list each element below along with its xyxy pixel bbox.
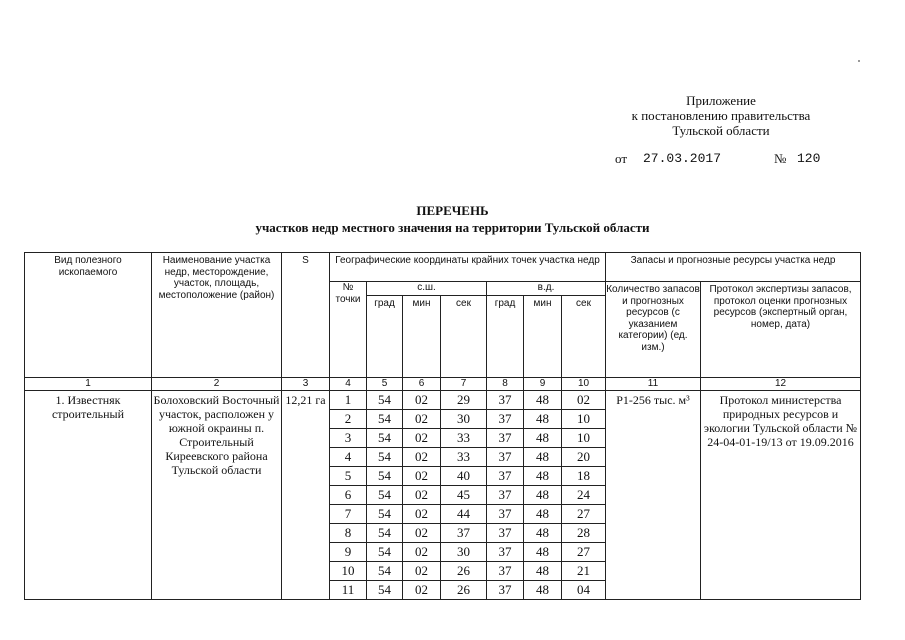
lat-min-cell: 02 — [403, 486, 441, 505]
column-number: 3 — [282, 378, 330, 391]
lon-min-cell: 48 — [524, 505, 562, 524]
number-label: № — [774, 151, 787, 166]
quantity-cell: Р1-256 тыс. м³ — [606, 391, 701, 600]
point-number-cell: 1 — [330, 391, 367, 410]
lat-deg-cell: 54 — [367, 505, 403, 524]
subsoil-sites-table — [24, 252, 861, 600]
lon-sec-cell: 21 — [562, 562, 606, 581]
lat-deg-cell: 54 — [367, 562, 403, 581]
lat-min-cell: 02 — [403, 448, 441, 467]
date-value: 27.03.2017 — [643, 151, 722, 166]
lon-min-cell: 48 — [524, 543, 562, 562]
column-number-row — [25, 378, 861, 391]
lon-min-cell: 48 — [524, 391, 562, 410]
lat-min-cell: 02 — [403, 543, 441, 562]
point-number-cell: 6 — [330, 486, 367, 505]
lon-min-cell: 48 — [524, 524, 562, 543]
lat-sec-cell: 45 — [441, 486, 487, 505]
point-number-cell: 7 — [330, 505, 367, 524]
header-longitude: в.д. — [487, 282, 606, 296]
header-resources: Запасы и прогнозные ресурсы участка недр — [606, 253, 861, 282]
column-number: 12 — [701, 378, 861, 391]
table-row — [25, 391, 861, 410]
lat-sec-cell: 44 — [441, 505, 487, 524]
document-title — [0, 202, 905, 236]
point-number-cell: 8 — [330, 524, 367, 543]
protocol-cell: Протокол министерства природных ресурсов и экологии Тульской области № 24-04-01-19/13 от 19.09.2016 — [701, 391, 861, 600]
lon-min-cell: 48 — [524, 486, 562, 505]
header-point-number: № точки — [330, 282, 367, 378]
lon-min-cell: 48 — [524, 410, 562, 429]
lon-sec-cell: 18 — [562, 467, 606, 486]
header-lon-min: мин — [524, 296, 562, 378]
lon-sec-cell: 10 — [562, 410, 606, 429]
appendix-line-3: Тульской области — [672, 123, 770, 138]
lon-min-cell: 48 — [524, 467, 562, 486]
lon-deg-cell: 37 — [487, 448, 524, 467]
lat-deg-cell: 54 — [367, 524, 403, 543]
lon-min-cell: 48 — [524, 562, 562, 581]
lon-sec-cell: 10 — [562, 429, 606, 448]
lat-sec-cell: 30 — [441, 410, 487, 429]
point-number-cell: 10 — [330, 562, 367, 581]
lat-sec-cell: 30 — [441, 543, 487, 562]
lat-deg-cell: 54 — [367, 410, 403, 429]
lon-sec-cell: 27 — [562, 505, 606, 524]
lat-min-cell: 02 — [403, 429, 441, 448]
column-number: 1 — [25, 378, 152, 391]
header-protocol: Протокол экспертизы запасов, протокол оценки прогнозных ресурсов (экспертный орган, номер, дата) — [701, 282, 861, 378]
lat-deg-cell: 54 — [367, 581, 403, 600]
column-number: 8 — [487, 378, 524, 391]
appendix-line-2: к постановлению правительства — [631, 108, 811, 123]
lon-deg-cell: 37 — [487, 391, 524, 410]
lat-sec-cell: 33 — [441, 429, 487, 448]
lat-min-cell: 02 — [403, 524, 441, 543]
lon-sec-cell: 04 — [562, 581, 606, 600]
header-lat-min: мин — [403, 296, 441, 378]
lat-min-cell: 02 — [403, 391, 441, 410]
point-number-cell: 5 — [330, 467, 367, 486]
lon-deg-cell: 37 — [487, 467, 524, 486]
header-site: Наименование участка недр, месторождение, участок, площадь, местоположение (район) — [152, 253, 282, 378]
lat-deg-cell: 54 — [367, 543, 403, 562]
lon-sec-cell: 27 — [562, 543, 606, 562]
date-label: от — [615, 151, 628, 166]
lon-sec-cell: 02 — [562, 391, 606, 410]
point-number-cell: 3 — [330, 429, 367, 448]
header-mineral: Вид полезного ископаемого — [25, 253, 152, 378]
point-number-cell: 2 — [330, 410, 367, 429]
lat-sec-cell: 33 — [441, 448, 487, 467]
site-cell: Болоховский Восточный участок, расположен у южной окраины п. Строительный Киреевского района Тульской области — [152, 391, 282, 600]
lon-deg-cell: 37 — [487, 543, 524, 562]
appendix-line-1: Приложение — [686, 93, 756, 108]
lon-deg-cell: 37 — [487, 581, 524, 600]
lon-deg-cell: 37 — [487, 562, 524, 581]
appendix-header — [596, 93, 846, 138]
header-lat-sec: сек — [441, 296, 487, 378]
header-lon-deg: град — [487, 296, 524, 378]
lat-sec-cell: 37 — [441, 524, 487, 543]
column-number: 10 — [562, 378, 606, 391]
lat-sec-cell: 26 — [441, 581, 487, 600]
header-area: S — [282, 253, 330, 378]
lon-min-cell: 48 — [524, 581, 562, 600]
lon-sec-cell: 20 — [562, 448, 606, 467]
column-number: 7 — [441, 378, 487, 391]
number-value: 120 — [797, 151, 821, 166]
lat-deg-cell: 54 — [367, 429, 403, 448]
lat-min-cell: 02 — [403, 467, 441, 486]
lon-deg-cell: 37 — [487, 410, 524, 429]
lat-min-cell: 02 — [403, 562, 441, 581]
column-number: 9 — [524, 378, 562, 391]
lat-deg-cell: 54 — [367, 467, 403, 486]
lon-deg-cell: 37 — [487, 486, 524, 505]
column-number: 6 — [403, 378, 441, 391]
lon-deg-cell: 37 — [487, 505, 524, 524]
column-number: 2 — [152, 378, 282, 391]
point-number-cell: 4 — [330, 448, 367, 467]
header-coordinates: Географические координаты крайних точек участка недр — [330, 253, 606, 282]
lon-sec-cell: 28 — [562, 524, 606, 543]
lat-sec-cell: 40 — [441, 467, 487, 486]
column-number: 11 — [606, 378, 701, 391]
lat-sec-cell: 29 — [441, 391, 487, 410]
point-number-cell: 11 — [330, 581, 367, 600]
lat-min-cell: 02 — [403, 410, 441, 429]
scan-speck — [858, 60, 860, 62]
title-subtitle: участков недр местного значения на территории Тульской области — [255, 220, 650, 235]
header-quantity: Количество запасов и прогнозных ресурсов (с указанием категории) (ед. изм.) — [606, 282, 701, 378]
area-cell: 12,21 га — [282, 391, 330, 600]
title-main: ПЕРЕЧЕНЬ — [416, 203, 489, 218]
column-number: 4 — [330, 378, 367, 391]
lat-min-cell: 02 — [403, 581, 441, 600]
header-lon-sec: сек — [562, 296, 606, 378]
lon-min-cell: 48 — [524, 429, 562, 448]
lat-deg-cell: 54 — [367, 391, 403, 410]
lon-deg-cell: 37 — [487, 524, 524, 543]
lon-sec-cell: 24 — [562, 486, 606, 505]
header-lat-deg: град — [367, 296, 403, 378]
mineral-cell: 1. Известняк строительный — [25, 391, 152, 600]
lon-deg-cell: 37 — [487, 429, 524, 448]
column-number: 5 — [367, 378, 403, 391]
lat-sec-cell: 26 — [441, 562, 487, 581]
lon-min-cell: 48 — [524, 448, 562, 467]
header-latitude: с.ш. — [367, 282, 487, 296]
lat-min-cell: 02 — [403, 505, 441, 524]
point-number-cell: 9 — [330, 543, 367, 562]
lat-deg-cell: 54 — [367, 486, 403, 505]
lat-deg-cell: 54 — [367, 448, 403, 467]
